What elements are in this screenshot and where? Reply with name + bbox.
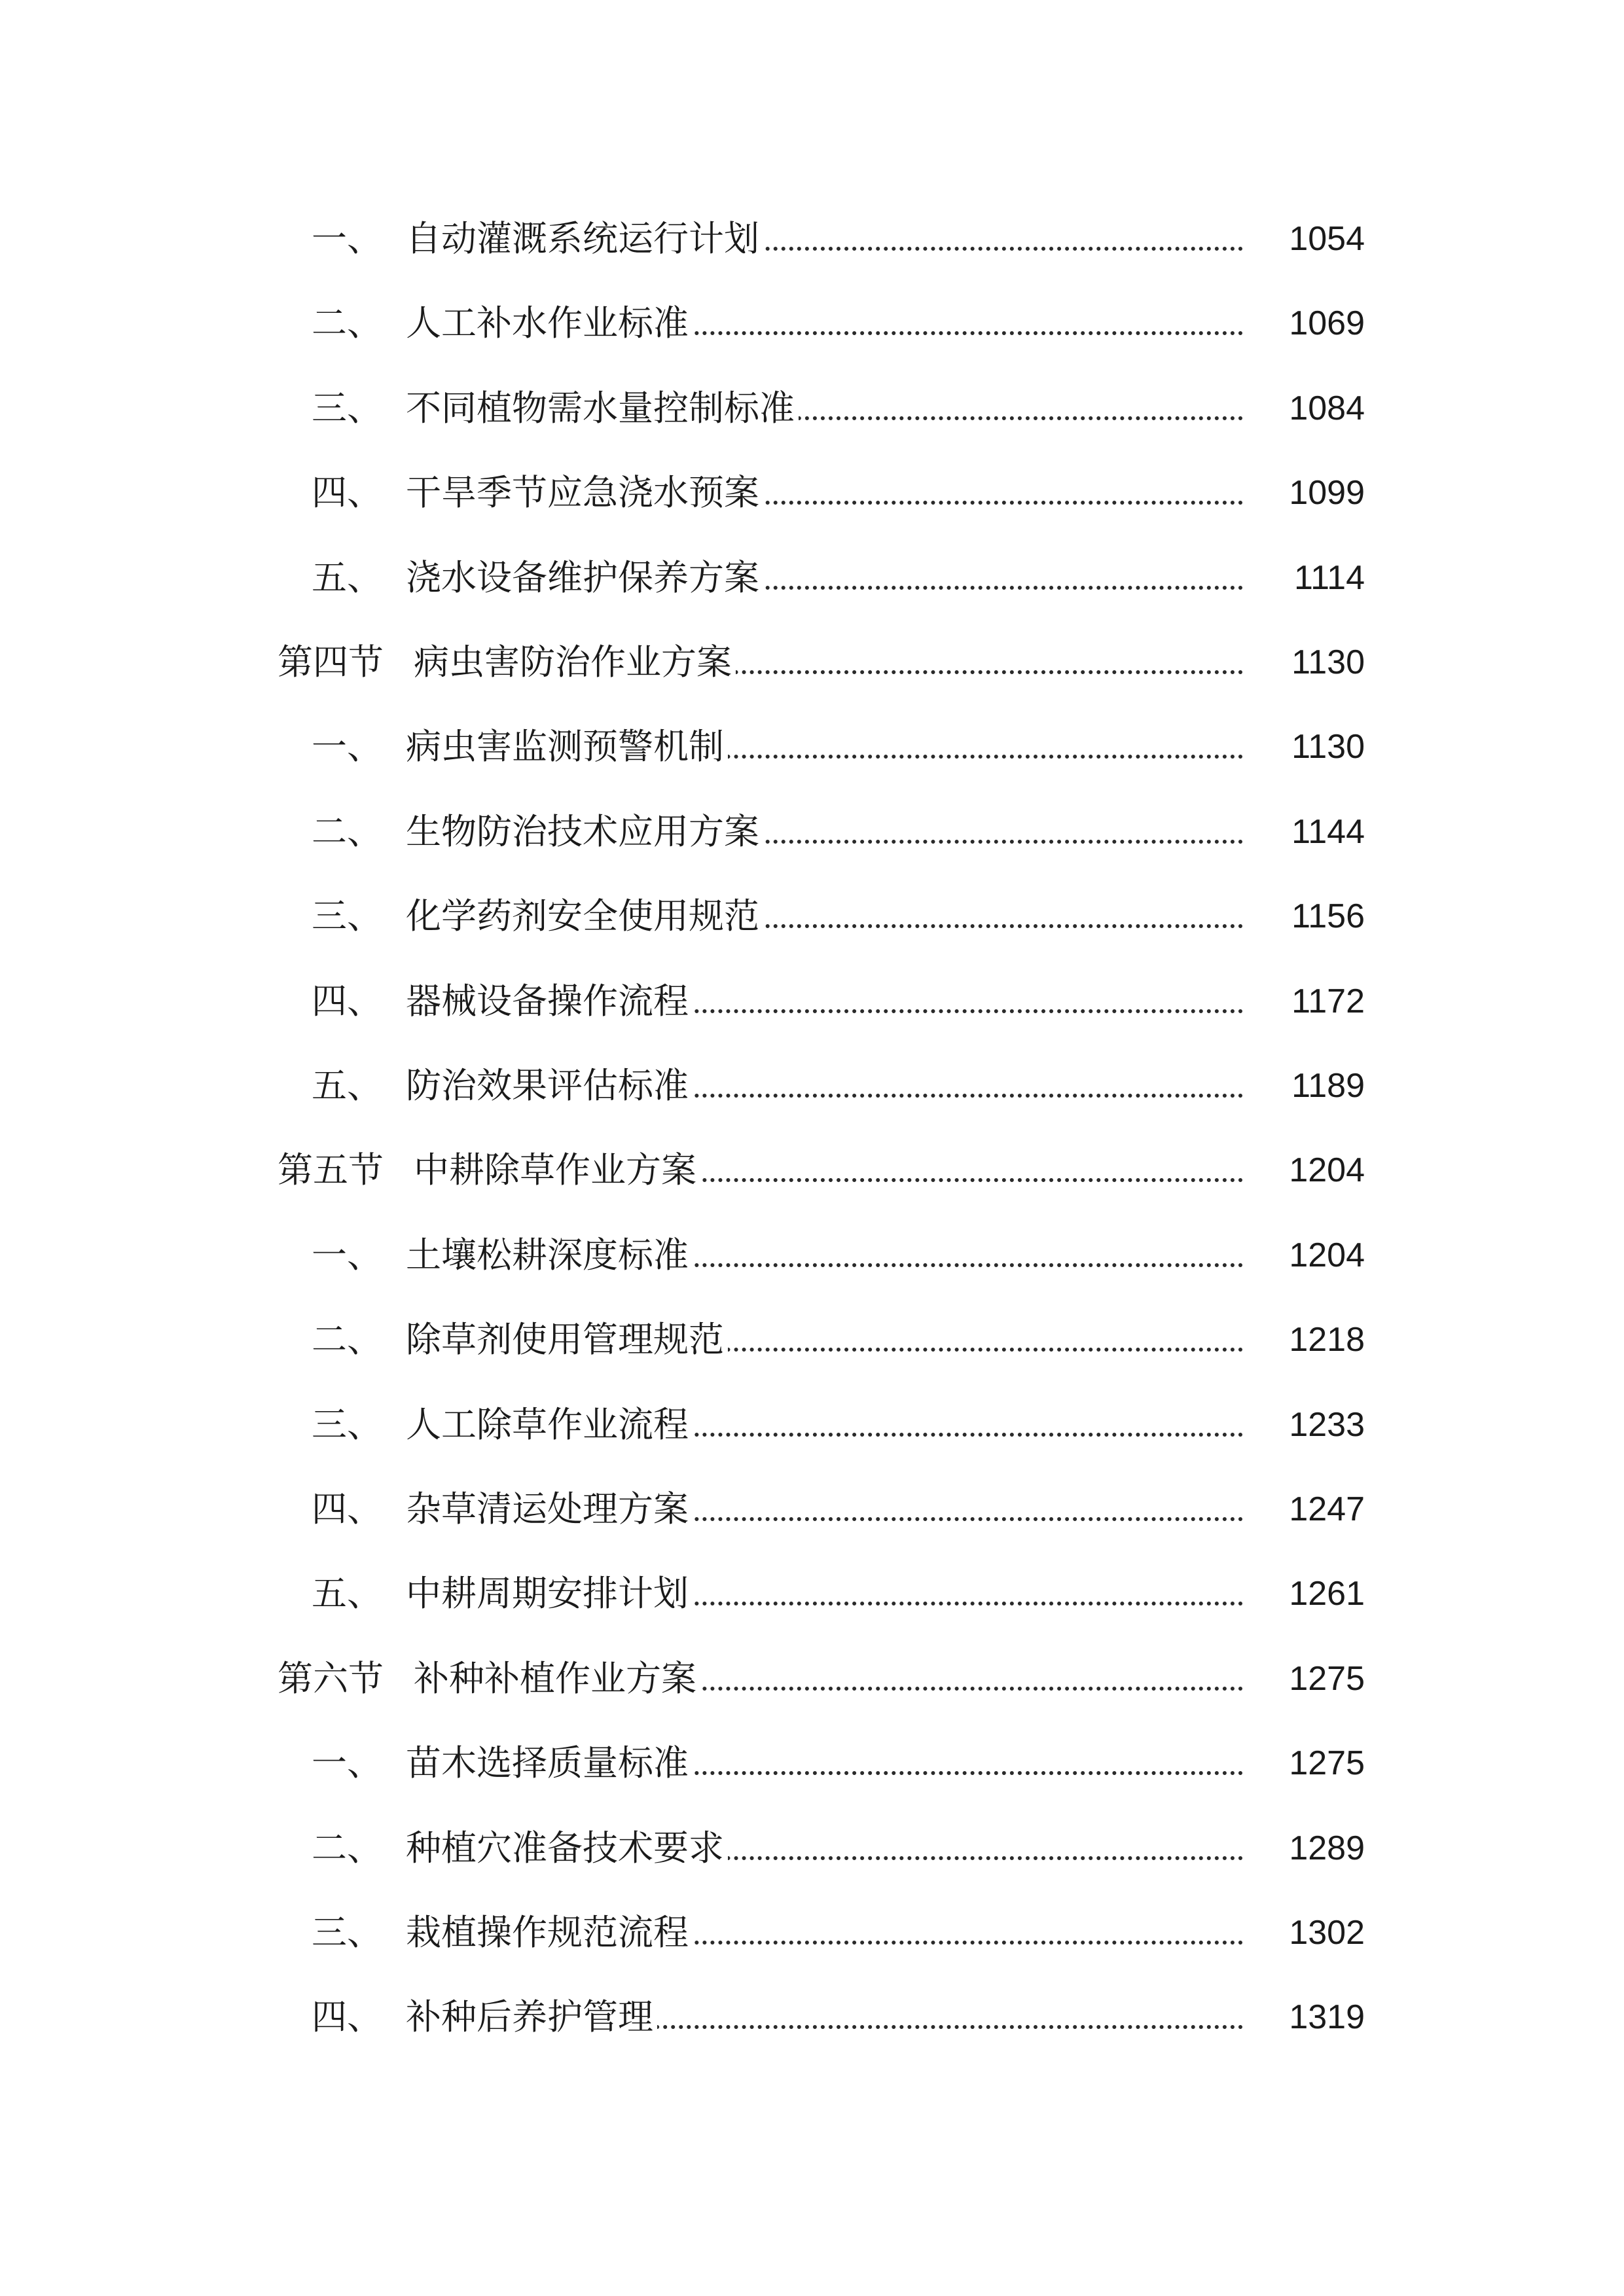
entry-number: 三、	[312, 895, 382, 937]
entry-number: 四、	[312, 1488, 382, 1530]
toc-subsection-entry[interactable]	[0, 1816, 1624, 1881]
entry-page-number: 1319	[1284, 1984, 1365, 2050]
entry-title: 自动灌溉系统运行计划	[406, 206, 763, 272]
entry-title: 土壤松耕深度标准	[406, 1223, 693, 1288]
entry-page-number: 1069	[1284, 291, 1365, 356]
entry-title: 中耕除草作业方案	[414, 1138, 700, 1203]
entry-page-number: 1189	[1286, 1053, 1365, 1119]
entry-number: 三、	[312, 387, 382, 429]
toc-subsection-entry[interactable]	[0, 1561, 1624, 1626]
entry-number: 三、	[312, 1403, 382, 1445]
entry-number: 一、	[312, 1742, 382, 1784]
toc-subsection-entry[interactable]	[0, 799, 1624, 865]
entry-number: 第五节	[278, 1149, 384, 1191]
entry-title: 浇水设备维护保养方案	[406, 545, 763, 611]
entry-page-number: 1099	[1284, 460, 1365, 526]
entry-page-number: 1114	[1289, 545, 1365, 611]
entry-title: 苗木选择质量标准	[406, 1731, 693, 1796]
entry-page-number: 1218	[1284, 1307, 1365, 1372]
entry-title: 杂草清运处理方案	[406, 1477, 693, 1542]
entry-number: 第六节	[278, 1657, 384, 1699]
entry-number: 二、	[312, 1319, 382, 1361]
entry-page-number: 1084	[1284, 376, 1365, 441]
entry-number: 第四节	[278, 641, 384, 683]
entry-number: 一、	[312, 218, 382, 259]
toc-subsection-entry[interactable]	[0, 714, 1624, 780]
entry-title: 器械设备操作流程	[406, 969, 693, 1034]
toc-subsection-entry[interactable]	[0, 1223, 1624, 1288]
entry-title: 病虫害监测预警机制	[406, 714, 728, 780]
entry-number: 五、	[312, 556, 382, 598]
entry-title: 化学药剂安全使用规范	[406, 884, 763, 949]
entry-number: 二、	[312, 810, 382, 852]
entry-number: 二、	[312, 302, 382, 344]
entry-title: 中耕周期安排计划	[406, 1561, 693, 1626]
entry-page-number: 1144	[1286, 799, 1365, 865]
entry-title: 除草剂使用管理规范	[406, 1307, 728, 1372]
entry-page-number: 1247	[1284, 1477, 1365, 1542]
entry-page-number: 1275	[1284, 1646, 1365, 1712]
entry-page-number: 1233	[1284, 1392, 1365, 1458]
entry-number: 四、	[312, 472, 382, 514]
toc-section-entry[interactable]	[0, 1138, 1624, 1203]
toc-subsection-entry[interactable]	[0, 206, 1624, 272]
entry-title: 人工补水作业标准	[406, 291, 693, 356]
entry-page-number: 1289	[1284, 1816, 1365, 1881]
entry-title: 栽植操作规范流程	[406, 1900, 693, 1965]
entry-page-number: 1204	[1284, 1223, 1365, 1288]
entry-title: 人工除草作业流程	[406, 1392, 693, 1458]
toc-subsection-entry[interactable]	[0, 1900, 1624, 1965]
entry-page-number: 1275	[1284, 1731, 1365, 1796]
entry-title: 补种补植作业方案	[414, 1646, 700, 1712]
entry-number: 四、	[312, 1996, 382, 2038]
entry-number: 三、	[312, 1912, 382, 1953]
entry-number: 一、	[312, 1234, 382, 1276]
entry-title: 补种后养护管理	[406, 1984, 657, 2050]
entry-number: 四、	[312, 980, 382, 1022]
entry-page-number: 1156	[1286, 884, 1365, 949]
entry-page-number: 1130	[1286, 630, 1365, 695]
entry-title: 干旱季节应急浇水预案	[406, 460, 763, 526]
toc-subsection-entry[interactable]	[0, 1984, 1624, 2050]
entry-title: 种植穴准备技术要求	[406, 1816, 728, 1881]
toc-subsection-entry[interactable]	[0, 1477, 1624, 1542]
entry-title: 病虫害防治作业方案	[414, 630, 736, 695]
entry-page-number: 1302	[1284, 1900, 1365, 1965]
toc-subsection-entry[interactable]	[0, 1731, 1624, 1796]
entry-page-number: 1172	[1286, 969, 1365, 1034]
entry-title: 不同植物需水量控制标准	[406, 376, 799, 441]
entry-page-number: 1261	[1284, 1561, 1365, 1626]
entry-number: 一、	[312, 726, 382, 768]
toc-subsection-entry[interactable]	[0, 884, 1624, 949]
entry-page-number: 1204	[1284, 1138, 1365, 1203]
entry-title: 生物防治技术应用方案	[406, 799, 763, 865]
entry-page-number: 1054	[1284, 206, 1365, 272]
toc-section-entry[interactable]	[0, 1646, 1624, 1712]
toc-subsection-entry[interactable]	[0, 291, 1624, 356]
toc-subsection-entry[interactable]	[0, 1307, 1624, 1372]
entry-number: 五、	[312, 1573, 382, 1615]
entry-title: 防治效果评估标准	[406, 1053, 693, 1119]
toc-subsection-entry[interactable]	[0, 1053, 1624, 1119]
entry-number: 二、	[312, 1827, 382, 1869]
toc-subsection-entry[interactable]	[0, 460, 1624, 526]
toc-subsection-entry[interactable]	[0, 1392, 1624, 1458]
entry-page-number: 1130	[1286, 714, 1365, 780]
toc-subsection-entry[interactable]	[0, 969, 1624, 1034]
toc-subsection-entry[interactable]	[0, 545, 1624, 611]
entry-number: 五、	[312, 1065, 382, 1106]
toc-section-entry[interactable]	[0, 630, 1624, 695]
toc-subsection-entry[interactable]	[0, 376, 1624, 441]
